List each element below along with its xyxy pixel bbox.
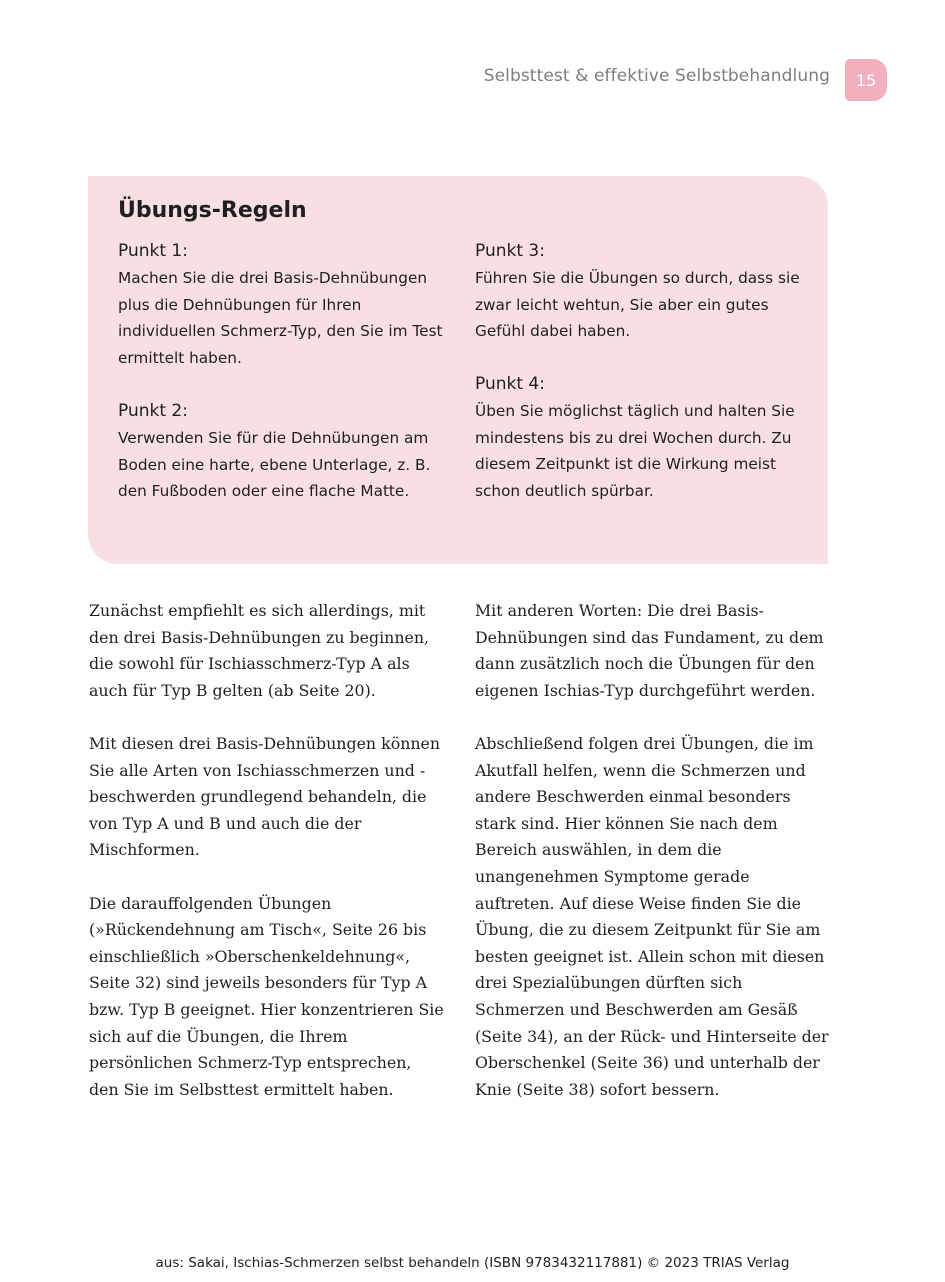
- body-paragraph: Die darauffolgenden Übungen (»Rückendehnung am Tisch«, Seite 26 bis einschließlich »Oberschenkeldehnung«, Seite 32) sind jeweils besonders für Typ A bzw. Typ B geeignet. Hier konzentrieren Sie sich auf die Übungen, die Ihrem persönlichen Schmerz-Typ entsprechen, den Sie im Selbsttest ermittelt haben.: [89, 893, 444, 1099]
- body-paragraph: Zunächst empfiehlt es sich allerdings, mit den drei Basis-Dehnübungen zu beginnen, die sowohl für Ischiasschmerz-Typ A als auch für Typ B gelten (ab Seite 20).: [89, 601, 430, 700]
- rule-3-label: Punkt 3:: [475, 241, 545, 261]
- source-footer: aus: Sakai, Ischias-Schmerzen selbst behandeln (ISBN 9783432117881) © 2023 TRIAS Verlag: [155, 1255, 790, 1271]
- rule-2: [118, 398, 448, 505]
- rule-4-text: Üben Sie möglichst täglich und halten Sie mindestens bis zu drei Wochen durch. Zu diesem Zeitpunkt ist die Wirkung meist schon deutlich spürbar.: [475, 402, 795, 501]
- rule-3-text: Führen Sie die Übungen so durch, dass sie zwar leicht wehtun, Sie aber ein gutes Gefühl dabei haben.: [475, 269, 800, 341]
- rule-1: [118, 238, 448, 372]
- box-title: Übungs-Regeln: [118, 198, 307, 223]
- body-paragraph: Abschließend folgen drei Übungen, die im Akutfall helfen, wenn die Schmerzen und andere Beschwerden einmal besonders stark sind. Hier können Sie nach dem Bereich auswählen, in dem die unangenehmen Symptome gerade auftreten. Auf diese Weise finden Sie die Übung, die zu diesem Zeitpunkt für Sie am besten geeignet ist. Allein schon mit diesen drei Spezialübungen dürften sich Schmerzen und Beschwerden am Gesäß (Seite 34), an der Rück- und Hinterseite der Oberschenkel (Seite 36) und unterhalb der Knie (Seite 38) sofort bessern.: [475, 733, 829, 1099]
- rule-1-text: Machen Sie die drei Basis-Dehnübungen plus die Dehnübungen für Ihren individuellen Schmerz-Typ, den Sie im Test ermittelt haben.: [118, 269, 443, 368]
- body-paragraph: Mit anderen Worten: Die drei Basis-Dehnübungen sind das Fundament, zu dem dann zusätzlich noch die Übungen für den eigenen Ischias-Typ durchgeführt werden.: [475, 601, 824, 700]
- page-number-badge: 15: [845, 59, 887, 101]
- rule-2-text: Verwenden Sie für die Dehnübungen am Boden eine harte, ebene Unterlage, z. B. den Fußboden oder eine flache Matte.: [118, 429, 431, 501]
- rule-1-label: Punkt 1:: [118, 241, 188, 261]
- body-column-left: [89, 598, 444, 1130]
- rule-4: [475, 371, 805, 505]
- running-title: Selbsttest & effektive Selbstbehandlung: [483, 66, 830, 86]
- rule-3: [475, 238, 805, 345]
- rule-2-label: Punkt 2:: [118, 401, 188, 421]
- body-column-right: [475, 598, 830, 1130]
- body-paragraph: Mit diesen drei Basis-Dehnübungen können Sie alle Arten von Ischiasschmerzen und -beschwerden grundlegend behandeln, die von Typ A und B und auch die der Mischformen.: [89, 733, 441, 860]
- exercise-rules-box: [88, 176, 828, 564]
- rule-4-label: Punkt 4:: [475, 374, 545, 394]
